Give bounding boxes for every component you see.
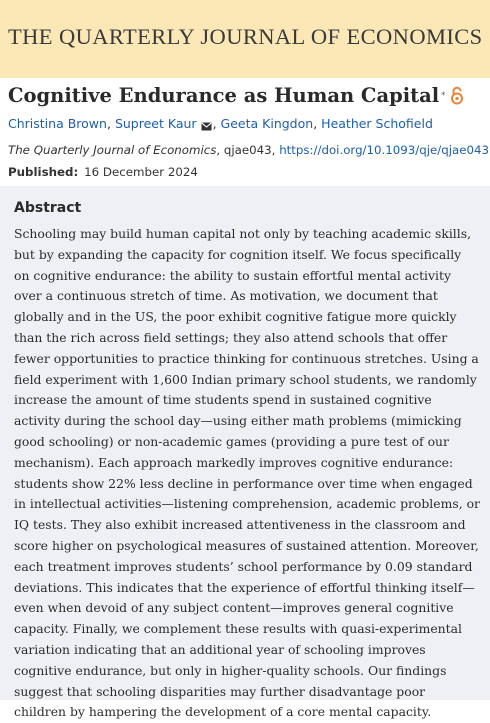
abstract-section [0, 186, 490, 720]
article-title-row [8, 84, 482, 107]
published-label: Published: [8, 165, 79, 179]
author-separator: , [313, 116, 318, 131]
title-footnote-marker[interactable]: * [441, 91, 446, 100]
published-date: 16 December 2024 [84, 165, 198, 179]
mail-icon[interactable] [201, 119, 212, 128]
author-separator: , [106, 116, 111, 131]
author-link-1[interactable]: Christina Brown [8, 116, 107, 131]
article-title: Cognitive Endurance as Human Capital [8, 84, 440, 107]
author-link-4[interactable]: Heather Schofield [321, 116, 433, 131]
journal-banner [0, 0, 490, 78]
citation-article-id: , qjae043, [216, 143, 280, 157]
author-link-3[interactable]: Geeta Kingdon [220, 116, 314, 131]
citation-line [8, 143, 490, 157]
author-list [8, 116, 482, 131]
journal-name: THE QUARTERLY JOURNAL OF ECONOMICS [8, 24, 483, 49]
author-separator: , [212, 116, 217, 131]
author-link-2[interactable]: Supreet Kaur [114, 116, 197, 131]
article-header [0, 84, 490, 179]
abstract-heading: Abstract [14, 200, 82, 216]
citation-journal-name: The Quarterly Journal of Economics [8, 143, 217, 157]
abstract-text: Schooling may build human capital not only by teaching academic skills, but by expanding the capacity for cognition itself. We focus specifically on cognitive endurance: the ability to sustain effortful mental activity over a continuous stretch of time. As motivation, we document that globally and in the US, the poor exhibit cognitive fatigue more quickly than the rich across field settings; they also attend schools that offer fewer opportunities to practice thinking for continuous stretches. Using a field experiment with 1,600 Indian primary school students, we randomly increase the amount of time students spend in sustained cognitive activity during the school day—using either math problems (mimicking good schooling) or non-academic games (providing a pure test of our mechanism). Each approach markedly improves cognitive endurance: students show 22% less decline in performance over time when engaged in intellectual activities—listening comprehension, academic problems, or IQ tests. They also exhibit increased attentiveness in the classroom and score higher on psychological measures of sustained attention. Moreover, each treatment improves students’ school performance by 0.09 standard deviations. This indicates that the experience of effortful thinking itself—even when devoid of any subject content—improves general cognitive capacity. Finally, we complement these results with quasi-experimental variation indicating that an additional year of schooling improves cognitive endurance, but only in higher-quality schools. Our findings suggest that schooling disparities may further disadvantage poor children by hampering the development of a core mental capacity. [14, 226, 480, 720]
doi-link[interactable]: https://doi.org/10.1093/qje/qjae043 [279, 143, 490, 157]
open-lock-icon [450, 86, 464, 105]
published-line [8, 165, 482, 179]
